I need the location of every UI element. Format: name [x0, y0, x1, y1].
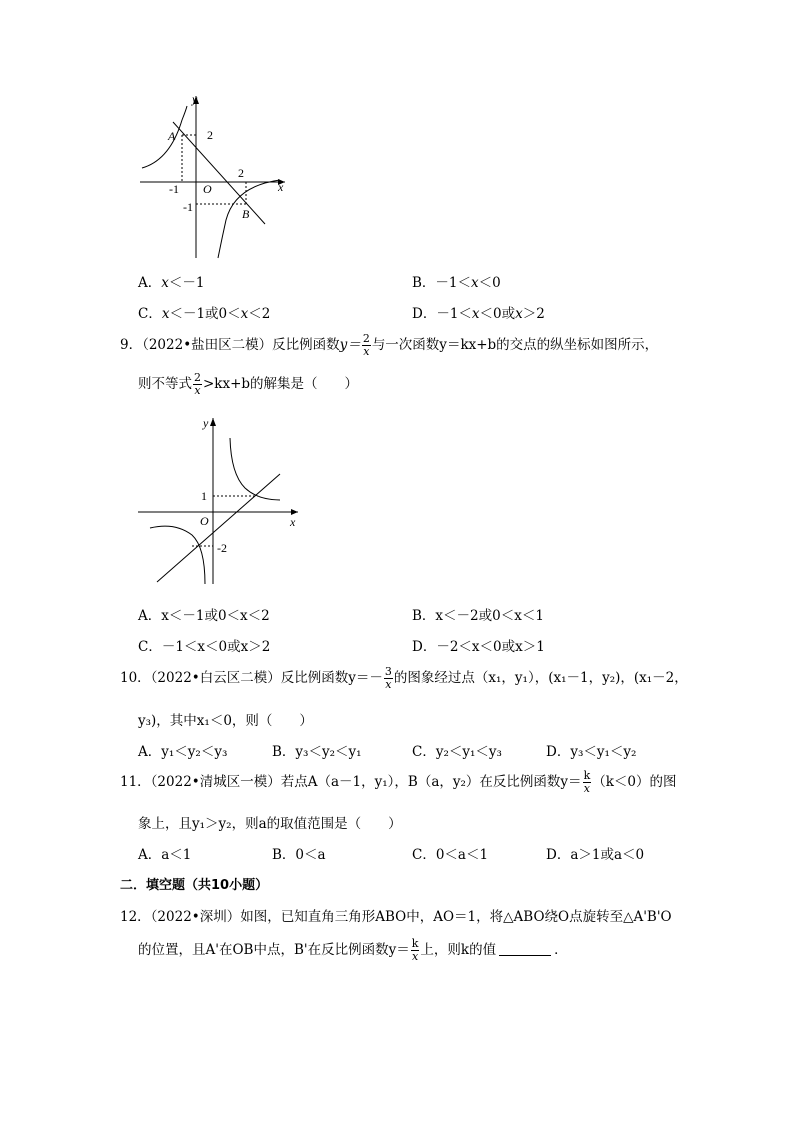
- q11-option-b: B．0＜a: [272, 847, 326, 863]
- x-label: x: [278, 180, 284, 194]
- q9-option-a: A．x＜－1或0＜x＜2: [138, 608, 270, 624]
- q8-option-c: C．𝑥＜－1或0＜𝑥＜2: [138, 306, 271, 322]
- tick-neg2-y: -2: [217, 541, 227, 555]
- answer-blank[interactable]: [499, 955, 551, 956]
- q8-option-d: D．－1＜𝑥＜0或𝑥＞2: [412, 306, 545, 322]
- y-label: y: [192, 92, 198, 106]
- tick-1-y: 1: [201, 489, 207, 503]
- hyperbola-branch-2: [142, 106, 187, 168]
- tick-neg1-x: -1: [169, 182, 179, 196]
- x-label: x: [290, 515, 296, 529]
- q10-option-a: A．y₁＜y₂＜y₃: [138, 744, 228, 760]
- q11-option-a: A．a＜1: [138, 847, 192, 863]
- q9-option-c: C．－1＜x＜0或x＞2: [138, 639, 271, 655]
- figure-hyperbola-q8: [130, 88, 300, 263]
- q9-option-b: B．x＜－2或0＜x＜1: [412, 608, 544, 624]
- tick-2-x: 2: [238, 166, 244, 180]
- point-A-label: A: [168, 129, 176, 143]
- q10-option-d: D．y₃＜y₁＜y₂: [546, 744, 637, 760]
- tick-neg1-y: -1: [183, 200, 193, 214]
- q9-stem-line1: 9．（2022•盐田区二模）反比例函数y＝ $\frac{2}{x}$ 与一次函数y＝kx+b的交点的纵坐标如图所示，: [120, 332, 659, 358]
- q12-stem-line1: 12．（2022•深圳）如图，已知直角三角形ABO中，AO＝1，将△ABO绕O点旋转至△A'B'O: [120, 909, 672, 925]
- q11-option-c: C．0＜a＜1: [412, 847, 489, 863]
- q9-option-d: D．－2＜x＜0或x＞1: [412, 639, 545, 655]
- hyperbola-branch-3: [150, 526, 205, 584]
- linear-function: [157, 474, 280, 582]
- tick-2-y: 2: [207, 128, 213, 142]
- origin-label: O: [200, 514, 209, 528]
- origin-label: O: [203, 182, 212, 196]
- q8-option-b: B．－1＜𝑥＜0: [412, 275, 501, 291]
- section-heading-fill-in: 二．填空题（共10小题）: [120, 878, 269, 893]
- q10-option-b: B．y₃＜y₂＜y₁: [272, 744, 362, 760]
- q11-stem-line1: 11．（2022•清城区一模）若点A（a－1，y₁），B（a，y₂）在反比例函数y＝ $\frac{k}{x}$ （k＜0）的图: [120, 769, 677, 795]
- y-label: y: [203, 416, 209, 430]
- q12-stem-line2: 的位置，且A'在OB中点，B'在反比例函数y＝ $\frac{k}{x}$ 上，则k的值 ．: [138, 937, 568, 963]
- q8-option-a: A．𝑥＜－1: [138, 275, 205, 291]
- figure-hyperbola-q9: [130, 412, 310, 592]
- q11-option-d: D．a＞1或a＜0: [546, 847, 645, 863]
- q10-option-c: C．y₂＜y₁＜y₃: [412, 744, 502, 760]
- hyperbola-branch-1: [230, 438, 280, 500]
- q9-stem-line2: 则不等式 $\frac{2}{x}$ >kx+b的解集是（ ）: [138, 371, 359, 397]
- q10-stem-line1: 10．（2022•白云区二模）反比例函数y＝－ $\frac{3}{x}$ 的图象经过点（x₁，y₁），(x₁－1，y₂)，(x₁－2，: [120, 665, 688, 691]
- q11-stem-line2: 象上，且y₁＞y₂，则a的取值范围是（ ）: [138, 816, 402, 832]
- q10-stem-line2: y₃)，其中x₁＜0，则（ ）: [138, 713, 313, 729]
- point-B-label: B: [242, 207, 250, 221]
